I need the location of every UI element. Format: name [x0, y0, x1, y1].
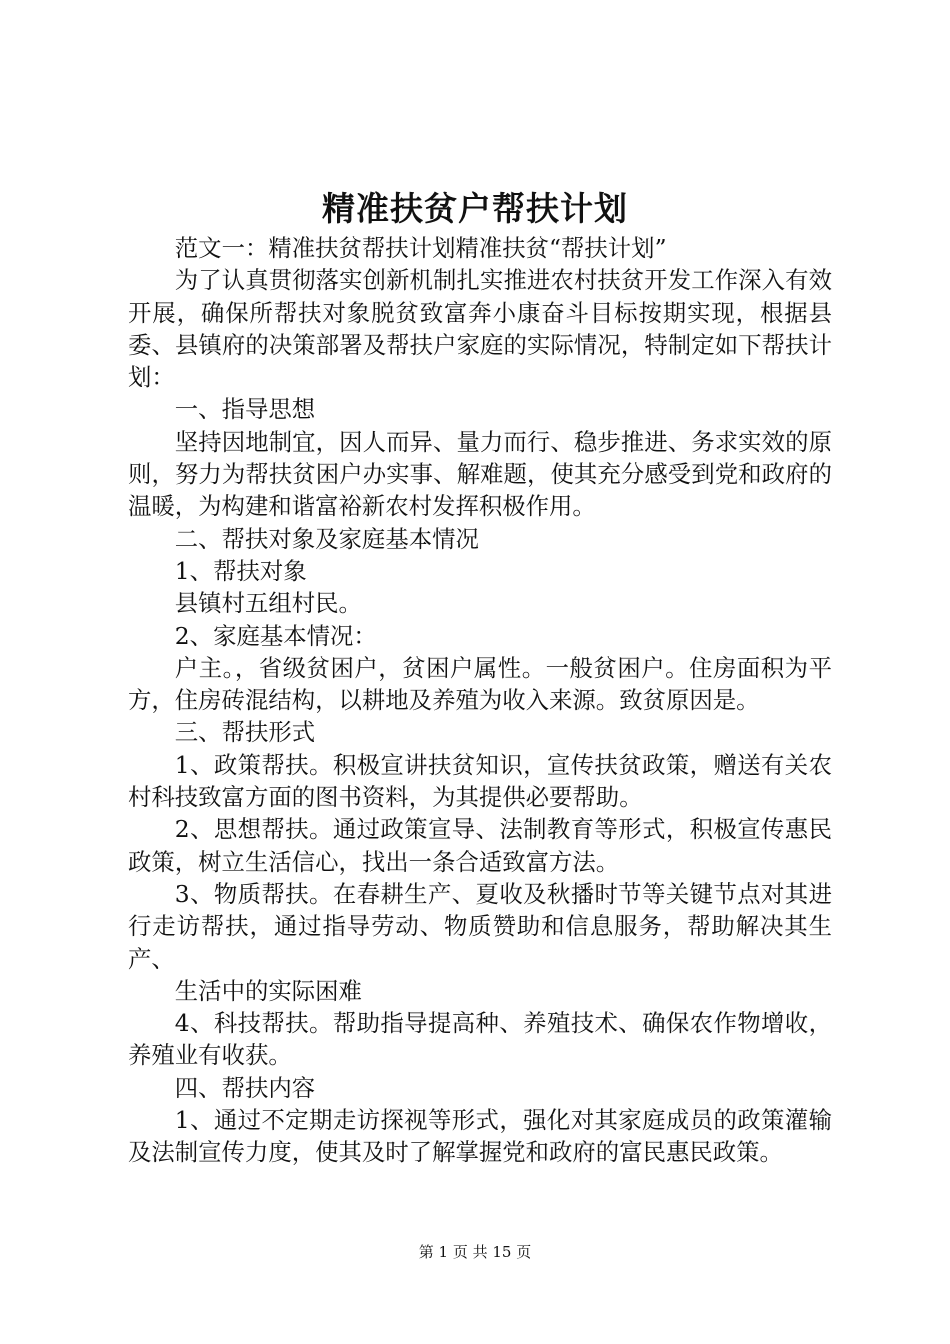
paragraph: 为了认真贯彻落实创新机制扎实推进农村扶贫开发工作深入有效开展，确保所帮扶对象脱贫致富奔小康奋斗目标按期实现，根据县委、县镇府的决策部署及帮扶户家庭的实际情况，特制定如下帮扶计划： — [128, 266, 832, 392]
paragraph: 县镇村五组村民。 — [174, 589, 362, 618]
paragraph: 生活中的实际困难 — [174, 976, 362, 1005]
section-heading: 二、帮扶对象及家庭基本情况 — [174, 524, 479, 553]
paragraph: 坚持因地制宜，因人而异、量力而行、稳步推进、务求实效的原则，努力为帮扶贫困户办实事、解难题，使其充分感受到党和政府的温暖，为构建和谐富裕新农村发挥积极作用。 — [128, 427, 832, 521]
paragraph: 4、科技帮扶。帮助指导提高种、养殖技术、确保农作物增收，养殖业有收获。 — [128, 1009, 832, 1070]
section-heading: 四、帮扶内容 — [174, 1073, 316, 1102]
subsection-heading: 1、帮扶对象 — [174, 556, 307, 585]
paragraph: 1、通过不定期走访探视等形式，强化对其家庭成员的政策灌输及法制宣传力度，使其及时了解掌握党和政府的富民惠民政策。 — [128, 1106, 832, 1167]
section-heading: 三、帮扶形式 — [174, 718, 316, 747]
paragraph: 户主。，省级贫困户，贫困户属性。一般贫困户。住房面积为平方，住房砖混结构，以耕地及养殖为收入来源。致贫原因是。 — [128, 653, 832, 715]
page-footer: 第 1 页 共 15 页 — [418, 1243, 532, 1261]
paragraph: 范文一：精准扶贫帮扶计划精准扶贫“帮扶计划” — [174, 234, 667, 262]
paragraph: 2、思想帮扶。通过政策宣导、法制教育等形式，积极宣传惠民政策，树立生活信心，找出一条合适致富方法。 — [128, 815, 832, 876]
paragraph: 1、政策帮扶。积极宣讲扶贫知识，宣传扶贫政策，赠送有关农村科技致富方面的图书资料，为其提供必要帮助。 — [128, 750, 832, 812]
document-body — [128, 232, 832, 1169]
subsection-heading: 2、家庭基本情况： — [174, 621, 377, 650]
document-title: 精准扶贫户帮扶计划 — [322, 189, 628, 228]
section-heading: 一、指导思想 — [174, 395, 316, 424]
paragraph: 3、物质帮扶。在春耕生产、夏收及秋播时节等关键节点对其进行走访帮扶，通过指导劳动、物质赞助和信息服务，帮助解决其生产、 — [128, 879, 832, 973]
